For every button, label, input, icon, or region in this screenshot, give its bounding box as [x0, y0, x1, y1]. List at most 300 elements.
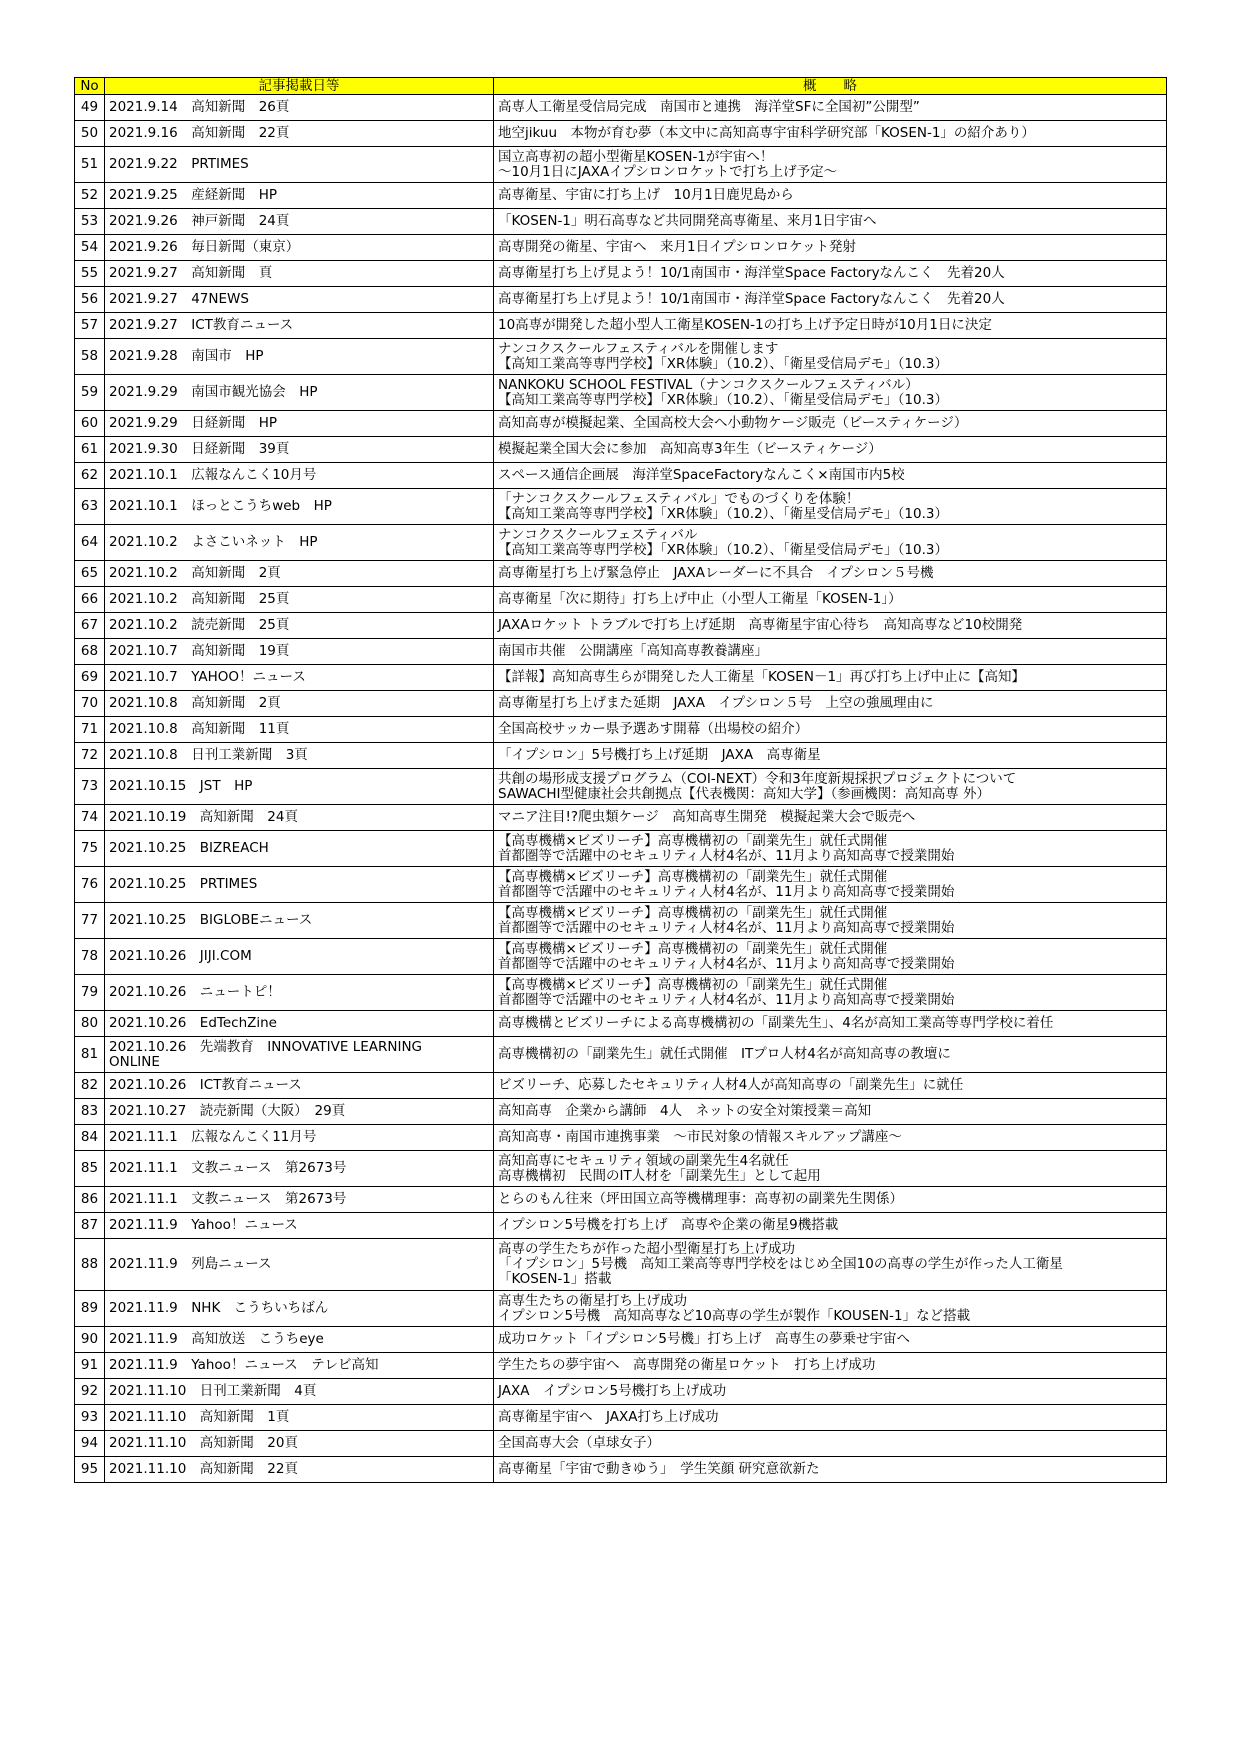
table-row	[75, 1073, 1167, 1099]
row-summary	[494, 313, 1167, 339]
row-summary-line: 模擬起業全国大会に参加 高知高専3年生（ビースティケージ）	[498, 441, 882, 457]
row-no: 53	[75, 209, 105, 235]
table-row	[75, 975, 1167, 1011]
row-no: 75	[75, 831, 105, 867]
row-no: 57	[75, 313, 105, 339]
row-summary-line: 高専機構初の「副業先生」就任式開催 ITプロ人材4名が高知高専の教壇に	[498, 1046, 951, 1062]
row-no: 87	[75, 1213, 105, 1239]
row-no: 55	[75, 261, 105, 287]
table-row	[75, 1099, 1167, 1125]
row-date-line: ONLINE	[109, 1053, 160, 1070]
row-date	[105, 1239, 494, 1291]
row-no: 85	[75, 1151, 105, 1187]
row-date	[105, 375, 494, 411]
row-summary-line: 高専衛星宇宙へ JAXA打ち上げ成功	[498, 1409, 719, 1425]
row-summary-line: 【高専機構×ビズリーチ】高専機構初の「副業先生」就任式開催	[498, 904, 888, 921]
row-summary	[494, 939, 1167, 975]
row-summary	[494, 769, 1167, 805]
row-date-line: 2021.10.25 BIGLOBEニュース	[109, 912, 313, 928]
row-no: 88	[75, 1239, 105, 1291]
row-no: 59	[75, 375, 105, 411]
row-date-line: 2021.11.1 文教ニュース 第2673号	[109, 1191, 347, 1207]
row-summary-line: 高知高専・南国市連携事業 ～市民対象の情報スキルアップ講座～	[498, 1129, 902, 1145]
row-date-line: 2021.9.30 日経新聞 39頁	[109, 441, 290, 457]
table-row	[75, 1187, 1167, 1213]
row-date-line: 2021.9.25 産経新聞 HP	[109, 187, 277, 203]
table-row	[75, 209, 1167, 235]
row-summary-line: 【高知工業高等専門学校】「XR体験」（10.2）、「衛星受信局デモ」（10.3）	[498, 505, 948, 522]
row-summary-line: とらのもん往来（坪田国立高等機構理事：高専初の副業先生関係）	[498, 1191, 903, 1207]
table-row	[75, 147, 1167, 183]
row-date	[105, 1291, 494, 1327]
row-date	[105, 1213, 494, 1239]
row-summary-line: 【高知工業高等専門学校】「XR体験」（10.2）、「衛星受信局デモ」（10.3）	[498, 355, 948, 372]
row-no: 93	[75, 1405, 105, 1431]
row-date	[105, 437, 494, 463]
row-date	[105, 1327, 494, 1353]
row-summary	[494, 235, 1167, 261]
row-no: 80	[75, 1011, 105, 1037]
row-summary-line: 学生たちの夢宇宙へ 高専開発の衛星ロケット 打ち上げ成功	[498, 1357, 876, 1373]
table-row	[75, 769, 1167, 805]
row-date	[105, 147, 494, 183]
table-row	[75, 639, 1167, 665]
row-date-line: 2021.10.8 高知新聞 11頁	[109, 721, 290, 737]
row-date	[105, 1151, 494, 1187]
table-row	[75, 1011, 1167, 1037]
row-summary	[494, 339, 1167, 375]
row-summary	[494, 1431, 1167, 1457]
row-no: 51	[75, 147, 105, 183]
row-date-line: 2021.10.25 PRTIMES	[109, 876, 258, 892]
row-summary-line: イプシロン5号機 高知高専など10高専の学生が製作「KOUSEN-1」など搭載	[498, 1307, 971, 1324]
row-date	[105, 1431, 494, 1457]
row-date	[105, 665, 494, 691]
row-no: 86	[75, 1187, 105, 1213]
row-summary-line: 高専衛星、宇宙に打ち上げ 10月1日鹿児島から	[498, 187, 794, 203]
row-no: 50	[75, 121, 105, 147]
row-summary-line: 「イプシロン」5号機打ち上げ延期 JAXA 高専衛星	[498, 747, 821, 763]
row-summary-line: 高専の学生たちが作った超小型衛星打ち上げ成功	[498, 1241, 795, 1257]
table-row	[75, 463, 1167, 489]
row-no: 83	[75, 1099, 105, 1125]
row-summary-line: スペース通信企画展 海洋堂SpaceFactoryなんこく×南国市内5校	[498, 467, 905, 483]
table-row	[75, 1213, 1167, 1239]
row-date-line: 2021.10.8 高知新聞 2頁	[109, 695, 281, 711]
row-summary-line: SAWACHI型健康社会共創拠点【代表機関：高知大学】（参画機関：高知高専 外）	[498, 785, 991, 802]
row-date-line: 2021.10.1 広報なんこく10月号	[109, 467, 317, 483]
row-summary	[494, 587, 1167, 613]
row-date	[105, 525, 494, 561]
row-summary	[494, 183, 1167, 209]
row-summary	[494, 1099, 1167, 1125]
row-summary	[494, 743, 1167, 769]
row-summary-line: 高知高専にセキュリティ領域の副業先生4名就任	[498, 1152, 789, 1169]
row-summary-line: 【高専機構×ビズリーチ】高専機構初の「副業先生」就任式開催	[498, 940, 888, 957]
row-date-line: 2021.10.26 ニュートピ！	[109, 984, 281, 1000]
table-row	[75, 411, 1167, 437]
row-date-line: 2021.11.1 広報なんこく11月号	[109, 1129, 317, 1145]
row-summary-line: 【高専機構×ビズリーチ】高専機構初の「副業先生」就任式開催	[498, 976, 888, 993]
row-summary	[494, 1457, 1167, 1483]
row-date	[105, 489, 494, 525]
row-no: 68	[75, 639, 105, 665]
row-summary-line: 【高知工業高等専門学校】「XR体験」（10.2）、「衛星受信局デモ」（10.3）	[498, 391, 948, 408]
table-row	[75, 743, 1167, 769]
row-date	[105, 95, 494, 121]
row-date	[105, 691, 494, 717]
row-no: 95	[75, 1457, 105, 1483]
row-no: 52	[75, 183, 105, 209]
row-summary	[494, 1405, 1167, 1431]
row-date	[105, 1099, 494, 1125]
row-summary	[494, 95, 1167, 121]
row-summary	[494, 121, 1167, 147]
row-date-line: 2021.9.27 高知新聞 頁	[109, 265, 273, 281]
row-summary-line: 高知高専が模擬起業、全国高校大会へ小動物ケージ販売（ビースティケージ）	[498, 415, 968, 431]
row-date	[105, 1457, 494, 1483]
header-date: 記事掲載日等	[105, 78, 494, 95]
row-summary-line: ナンコクスクールフェスティバルを開催します	[498, 340, 779, 357]
row-date-line: 2021.10.7 高知新聞 19頁	[109, 643, 290, 659]
row-summary	[494, 489, 1167, 525]
row-date-line: 2021.9.29 日経新聞 HP	[109, 415, 277, 431]
table-row	[75, 313, 1167, 339]
row-date-line: 2021.11.1 文教ニュース 第2673号	[109, 1160, 347, 1176]
row-date-line: 2021.10.2 高知新聞 25頁	[109, 591, 290, 607]
row-date	[105, 411, 494, 437]
row-summary	[494, 867, 1167, 903]
row-date	[105, 339, 494, 375]
row-summary	[494, 1353, 1167, 1379]
row-no: 79	[75, 975, 105, 1011]
row-no: 94	[75, 1431, 105, 1457]
header-no: No	[75, 78, 105, 95]
row-summary-line: マニア注目!?爬虫類ケージ 高知高専生開発 模擬起業大会で販売へ	[498, 809, 916, 825]
row-summary-line: 高専開発の衛星、宇宙へ 来月1日イプシロンロケット発射	[498, 239, 856, 255]
row-no: 58	[75, 339, 105, 375]
row-summary	[494, 903, 1167, 939]
row-no: 84	[75, 1125, 105, 1151]
table-row	[75, 95, 1167, 121]
row-summary	[494, 1327, 1167, 1353]
row-date	[105, 867, 494, 903]
table-row	[75, 665, 1167, 691]
table-row	[75, 1327, 1167, 1353]
table-row	[75, 903, 1167, 939]
row-summary-line: 首都圏等で活躍中のセキュリティ人材4名が、11月より高知高専で授業開始	[498, 919, 955, 936]
row-date	[105, 463, 494, 489]
row-date-line: 2021.9.26 神戸新聞 24頁	[109, 213, 290, 229]
table-row	[75, 235, 1167, 261]
row-date-line: 2021.10.2 読売新聞 25頁	[109, 617, 290, 633]
row-date-line: 2021.10.1 ほっとこうちweb HP	[109, 498, 332, 514]
row-summary	[494, 1073, 1167, 1099]
row-no: 60	[75, 411, 105, 437]
row-date	[105, 613, 494, 639]
table-row	[75, 1353, 1167, 1379]
row-summary	[494, 975, 1167, 1011]
row-summary-line: 首都圏等で活躍中のセキュリティ人材4名が、11月より高知高専で授業開始	[498, 883, 955, 900]
row-date-line: 2021.10.19 高知新聞 24頁	[109, 809, 298, 825]
row-no: 54	[75, 235, 105, 261]
row-no: 64	[75, 525, 105, 561]
row-summary	[494, 665, 1167, 691]
row-summary-line: 【高知工業高等専門学校】「XR体験」（10.2）、「衛星受信局デモ」（10.3）	[498, 541, 948, 558]
row-summary	[494, 1239, 1167, 1291]
row-summary-line: 南国市共催 公開講座「高知高専教養講座」	[498, 643, 768, 659]
row-date-line: 2021.11.9 NHK こうちいちばん	[109, 1300, 329, 1316]
row-summary	[494, 831, 1167, 867]
row-summary-line: 【高専機構×ビズリーチ】高専機構初の「副業先生」就任式開催	[498, 868, 888, 885]
row-summary	[494, 209, 1167, 235]
row-summary-line: 成功ロケット「イプシロン5号機」打ち上げ 高専生の夢乗せ宇宙へ	[498, 1331, 910, 1347]
row-no: 73	[75, 769, 105, 805]
table-row	[75, 587, 1167, 613]
row-summary	[494, 1151, 1167, 1187]
row-summary	[494, 561, 1167, 587]
row-summary-line: 10高専が開発した超小型人工衛星KOSEN-1の打ち上げ予定日時が10月1日に決定	[498, 317, 992, 333]
row-no: 91	[75, 1353, 105, 1379]
row-summary-line: 「ナンコクスクールフェスティバル」でものづくりを体験！	[498, 490, 860, 507]
row-no: 67	[75, 613, 105, 639]
table-row	[75, 717, 1167, 743]
row-date-line: 2021.10.27 読売新聞（大阪） 29頁	[109, 1103, 346, 1119]
row-summary	[494, 1125, 1167, 1151]
table-row	[75, 489, 1167, 525]
row-date	[105, 1187, 494, 1213]
row-summary	[494, 691, 1167, 717]
row-no: 76	[75, 867, 105, 903]
row-summary-line: 全国高専大会（卓球女子）	[498, 1435, 660, 1451]
row-date	[105, 587, 494, 613]
table-row	[75, 339, 1167, 375]
table-row	[75, 1151, 1167, 1187]
row-date-line: 2021.10.15 JST HP	[109, 778, 253, 794]
row-date-line: 2021.10.26 ICT教育ニュース	[109, 1077, 302, 1093]
row-date	[105, 831, 494, 867]
table-row	[75, 261, 1167, 287]
row-summary-line: 高専衛星「宇宙で動きゆう」 学生笑顔 研究意欲新た	[498, 1461, 820, 1477]
table-row	[75, 1457, 1167, 1483]
row-summary-line: 首都圏等で活躍中のセキュリティ人材4名が、11月より高知高専で授業開始	[498, 991, 955, 1008]
header-summary: 概 略	[494, 78, 1167, 95]
row-date-line: 2021.11.9 Yahoo！ニュース テレビ高知	[109, 1357, 379, 1373]
table-row	[75, 1431, 1167, 1457]
row-summary-line: 首都圏等で活躍中のセキュリティ人材4名が、11月より高知高専で授業開始	[498, 847, 955, 864]
row-date-line: 2021.10.2 高知新聞 2頁	[109, 565, 281, 581]
row-date	[105, 769, 494, 805]
row-summary	[494, 261, 1167, 287]
row-date	[105, 1011, 494, 1037]
table-row	[75, 183, 1167, 209]
table-row	[75, 1379, 1167, 1405]
row-summary-line: 高専衛星打ち上げ緊急停止 JAXAレーダーに不具合 イプシロン５号機	[498, 565, 934, 581]
row-no: 77	[75, 903, 105, 939]
row-summary	[494, 147, 1167, 183]
row-no: 82	[75, 1073, 105, 1099]
row-summary	[494, 375, 1167, 411]
table-row	[75, 375, 1167, 411]
row-summary-line: 【高専機構×ビズリーチ】高専機構初の「副業先生」就任式開催	[498, 832, 888, 849]
row-summary-line: ビズリーチ、応募したセキュリティ人材4人が高知高専の「副業先生」に就任	[498, 1077, 964, 1093]
table-row	[75, 121, 1167, 147]
row-summary-line: 高専機構とビズリーチによる高専機構初の「副業先生」、4名が高知工業高等専門学校に着任	[498, 1015, 1054, 1031]
table-row	[75, 805, 1167, 831]
row-date	[105, 287, 494, 313]
row-summary	[494, 639, 1167, 665]
table-row	[75, 561, 1167, 587]
row-date	[105, 235, 494, 261]
row-summary-line: 高専衛星「次に期待」打ち上げ中止（小型人工衛星「KOSEN-1」）	[498, 591, 902, 607]
table-row	[75, 831, 1167, 867]
row-date	[105, 209, 494, 235]
row-date	[105, 717, 494, 743]
row-no: 69	[75, 665, 105, 691]
table-row	[75, 1405, 1167, 1431]
row-summary	[494, 437, 1167, 463]
row-no: 56	[75, 287, 105, 313]
article-list-table	[74, 77, 1167, 1483]
row-date-line: 2021.10.7 YAHOO！ニュース	[109, 669, 306, 685]
row-date-line: 2021.10.25 BIZREACH	[109, 840, 269, 856]
row-date-line: 2021.9.27 47NEWS	[109, 291, 249, 307]
row-date	[105, 903, 494, 939]
row-summary-line: 高専機構初 民間のIT人材を「副業先生」として起用	[498, 1167, 821, 1184]
row-date	[105, 805, 494, 831]
row-date-line: 2021.11.9 Yahoo！ニュース	[109, 1217, 298, 1233]
row-no: 65	[75, 561, 105, 587]
row-summary-line: 【詳報】高知高専生らが開発した人工衛星「KOSEN－1」再び打ち上げ中止に【高知】	[498, 669, 1026, 685]
table-row	[75, 525, 1167, 561]
row-no: 70	[75, 691, 105, 717]
table-row	[75, 1125, 1167, 1151]
row-summary-line: 高専生たちの衛星打ち上げ成功	[498, 1292, 687, 1309]
row-date	[105, 313, 494, 339]
row-no: 66	[75, 587, 105, 613]
row-date-line: 2021.10.8 日刊工業新聞 3頁	[109, 747, 308, 763]
table-row	[75, 437, 1167, 463]
row-summary	[494, 1291, 1167, 1327]
row-date-line: 2021.9.29 南国市観光協会 HP	[109, 384, 318, 400]
row-summary-line: 国立高専初の超小型衛星KOSEN-1が宇宙へ！	[498, 148, 774, 165]
row-date	[105, 561, 494, 587]
table-row	[75, 1239, 1167, 1291]
row-date-line: 2021.10.26 JIJI.COM	[109, 948, 252, 964]
row-no: 78	[75, 939, 105, 975]
row-summary	[494, 411, 1167, 437]
row-date	[105, 639, 494, 665]
row-date-line: 2021.9.22 PRTIMES	[109, 156, 249, 172]
row-summary-line: JAXA イプシロン5号機打ち上げ成功	[498, 1383, 727, 1399]
row-no: 74	[75, 805, 105, 831]
row-summary-line: イプシロン5号機を打ち上げ 高専や企業の衛星9機搭載	[498, 1217, 839, 1233]
row-summary	[494, 463, 1167, 489]
table-row	[75, 939, 1167, 975]
row-date	[105, 939, 494, 975]
row-summary	[494, 287, 1167, 313]
row-date	[105, 1037, 494, 1073]
row-no: 49	[75, 95, 105, 121]
row-summary-line: 高専人工衛星受信局完成 南国市と連携 海洋堂SFに全国初”公開型”	[498, 99, 920, 115]
row-summary	[494, 717, 1167, 743]
row-no: 71	[75, 717, 105, 743]
row-no: 72	[75, 743, 105, 769]
row-summary-line: 高専衛星打ち上げ見よう！10/1南国市・海洋堂Space Factoryなんこく 先着20人	[498, 265, 1005, 281]
row-date-line: 2021.11.9 列島ニュース	[109, 1256, 272, 1272]
row-no: 89	[75, 1291, 105, 1327]
row-summary-line: 「イプシロン」5号機 高知工業高等専門学校をはじめ全国10の高専の学生が作った人工衛星	[498, 1256, 1063, 1272]
row-summary	[494, 1011, 1167, 1037]
row-date-line: 2021.10.26 EdTechZine	[109, 1015, 277, 1031]
row-summary-line: 首都圏等で活躍中のセキュリティ人材4名が、11月より高知高専で授業開始	[498, 955, 955, 972]
row-date	[105, 183, 494, 209]
row-no: 81	[75, 1037, 105, 1073]
row-date-line: 2021.11.10 高知新聞 20頁	[109, 1435, 298, 1451]
table-row	[75, 613, 1167, 639]
row-summary-line: ～10月1日にJAXAイプシロンロケットで打ち上げ予定～	[498, 163, 838, 180]
row-date	[105, 121, 494, 147]
row-summary	[494, 1379, 1167, 1405]
row-summary-line: 全国高校サッカー県予選あす開幕（出場校の紹介）	[498, 721, 809, 737]
row-no: 61	[75, 437, 105, 463]
row-date	[105, 261, 494, 287]
row-summary	[494, 1037, 1167, 1073]
row-no: 62	[75, 463, 105, 489]
row-date	[105, 975, 494, 1011]
row-no: 63	[75, 489, 105, 525]
row-date-line: 2021.9.28 南国市 HP	[109, 348, 264, 364]
row-summary	[494, 525, 1167, 561]
row-summary	[494, 805, 1167, 831]
row-summary-line: 「KOSEN-1」搭載	[498, 1271, 612, 1287]
row-summary-line: 「KOSEN-1」明石高専など共同開発高専衛星、来月1日宇宙へ	[498, 213, 877, 229]
row-date	[105, 743, 494, 769]
row-summary	[494, 1187, 1167, 1213]
row-date	[105, 1125, 494, 1151]
table-row	[75, 287, 1167, 313]
row-summary	[494, 613, 1167, 639]
row-date-line: 2021.9.14 高知新聞 26頁	[109, 99, 290, 115]
row-date-line: 2021.9.26 毎日新聞（東京）	[109, 239, 300, 255]
row-date-line: 2021.10.26 先端教育 INNOVATIVE LEARNING	[109, 1038, 423, 1055]
row-date-line: 2021.10.2 よさこいネット HP	[109, 534, 318, 550]
table-row	[75, 1291, 1167, 1327]
table-row	[75, 867, 1167, 903]
table-row	[75, 691, 1167, 717]
row-summary-line: ナンコクスクールフェスティバル	[498, 526, 698, 543]
row-date	[105, 1405, 494, 1431]
row-summary-line: 高知高専 企業から講師 4人 ネットの安全対策授業＝高知	[498, 1103, 872, 1119]
row-date-line: 2021.11.10 高知新聞 22頁	[109, 1461, 298, 1477]
table-row	[75, 1037, 1167, 1073]
row-date-line: 2021.9.16 高知新聞 22頁	[109, 125, 290, 141]
row-date-line: 2021.11.10 高知新聞 1頁	[109, 1409, 290, 1425]
row-date	[105, 1353, 494, 1379]
row-date	[105, 1073, 494, 1099]
row-summary-line: 高専衛星打ち上げ見よう！10/1南国市・海洋堂Space Factoryなんこく 先着20人	[498, 291, 1005, 307]
table-header-row	[75, 78, 1167, 95]
row-date	[105, 1379, 494, 1405]
row-summary-line: 地空jikuu 本物が育む夢（本文中に高知高専宇宙科学研究部「KOSEN-1」の紹介あり）	[498, 125, 1035, 141]
row-summary-line: JAXAロケット トラブルで打ち上げ延期 高専衛星宇宙心待ち 高知高専など10校開発	[498, 617, 1023, 633]
row-summary-line: NANKOKU SCHOOL FESTIVAL（ナンコクスクールフェスティバル）	[498, 376, 919, 393]
row-no: 90	[75, 1327, 105, 1353]
row-summary	[494, 1213, 1167, 1239]
row-date-line: 2021.9.27 ICT教育ニュース	[109, 317, 294, 333]
row-date-line: 2021.11.10 日刊工業新聞 4頁	[109, 1383, 317, 1399]
row-summary-line: 共創の場形成支援プログラム（COI-NEXT）令和3年度新規採択プロジェクトについて	[498, 770, 1017, 787]
